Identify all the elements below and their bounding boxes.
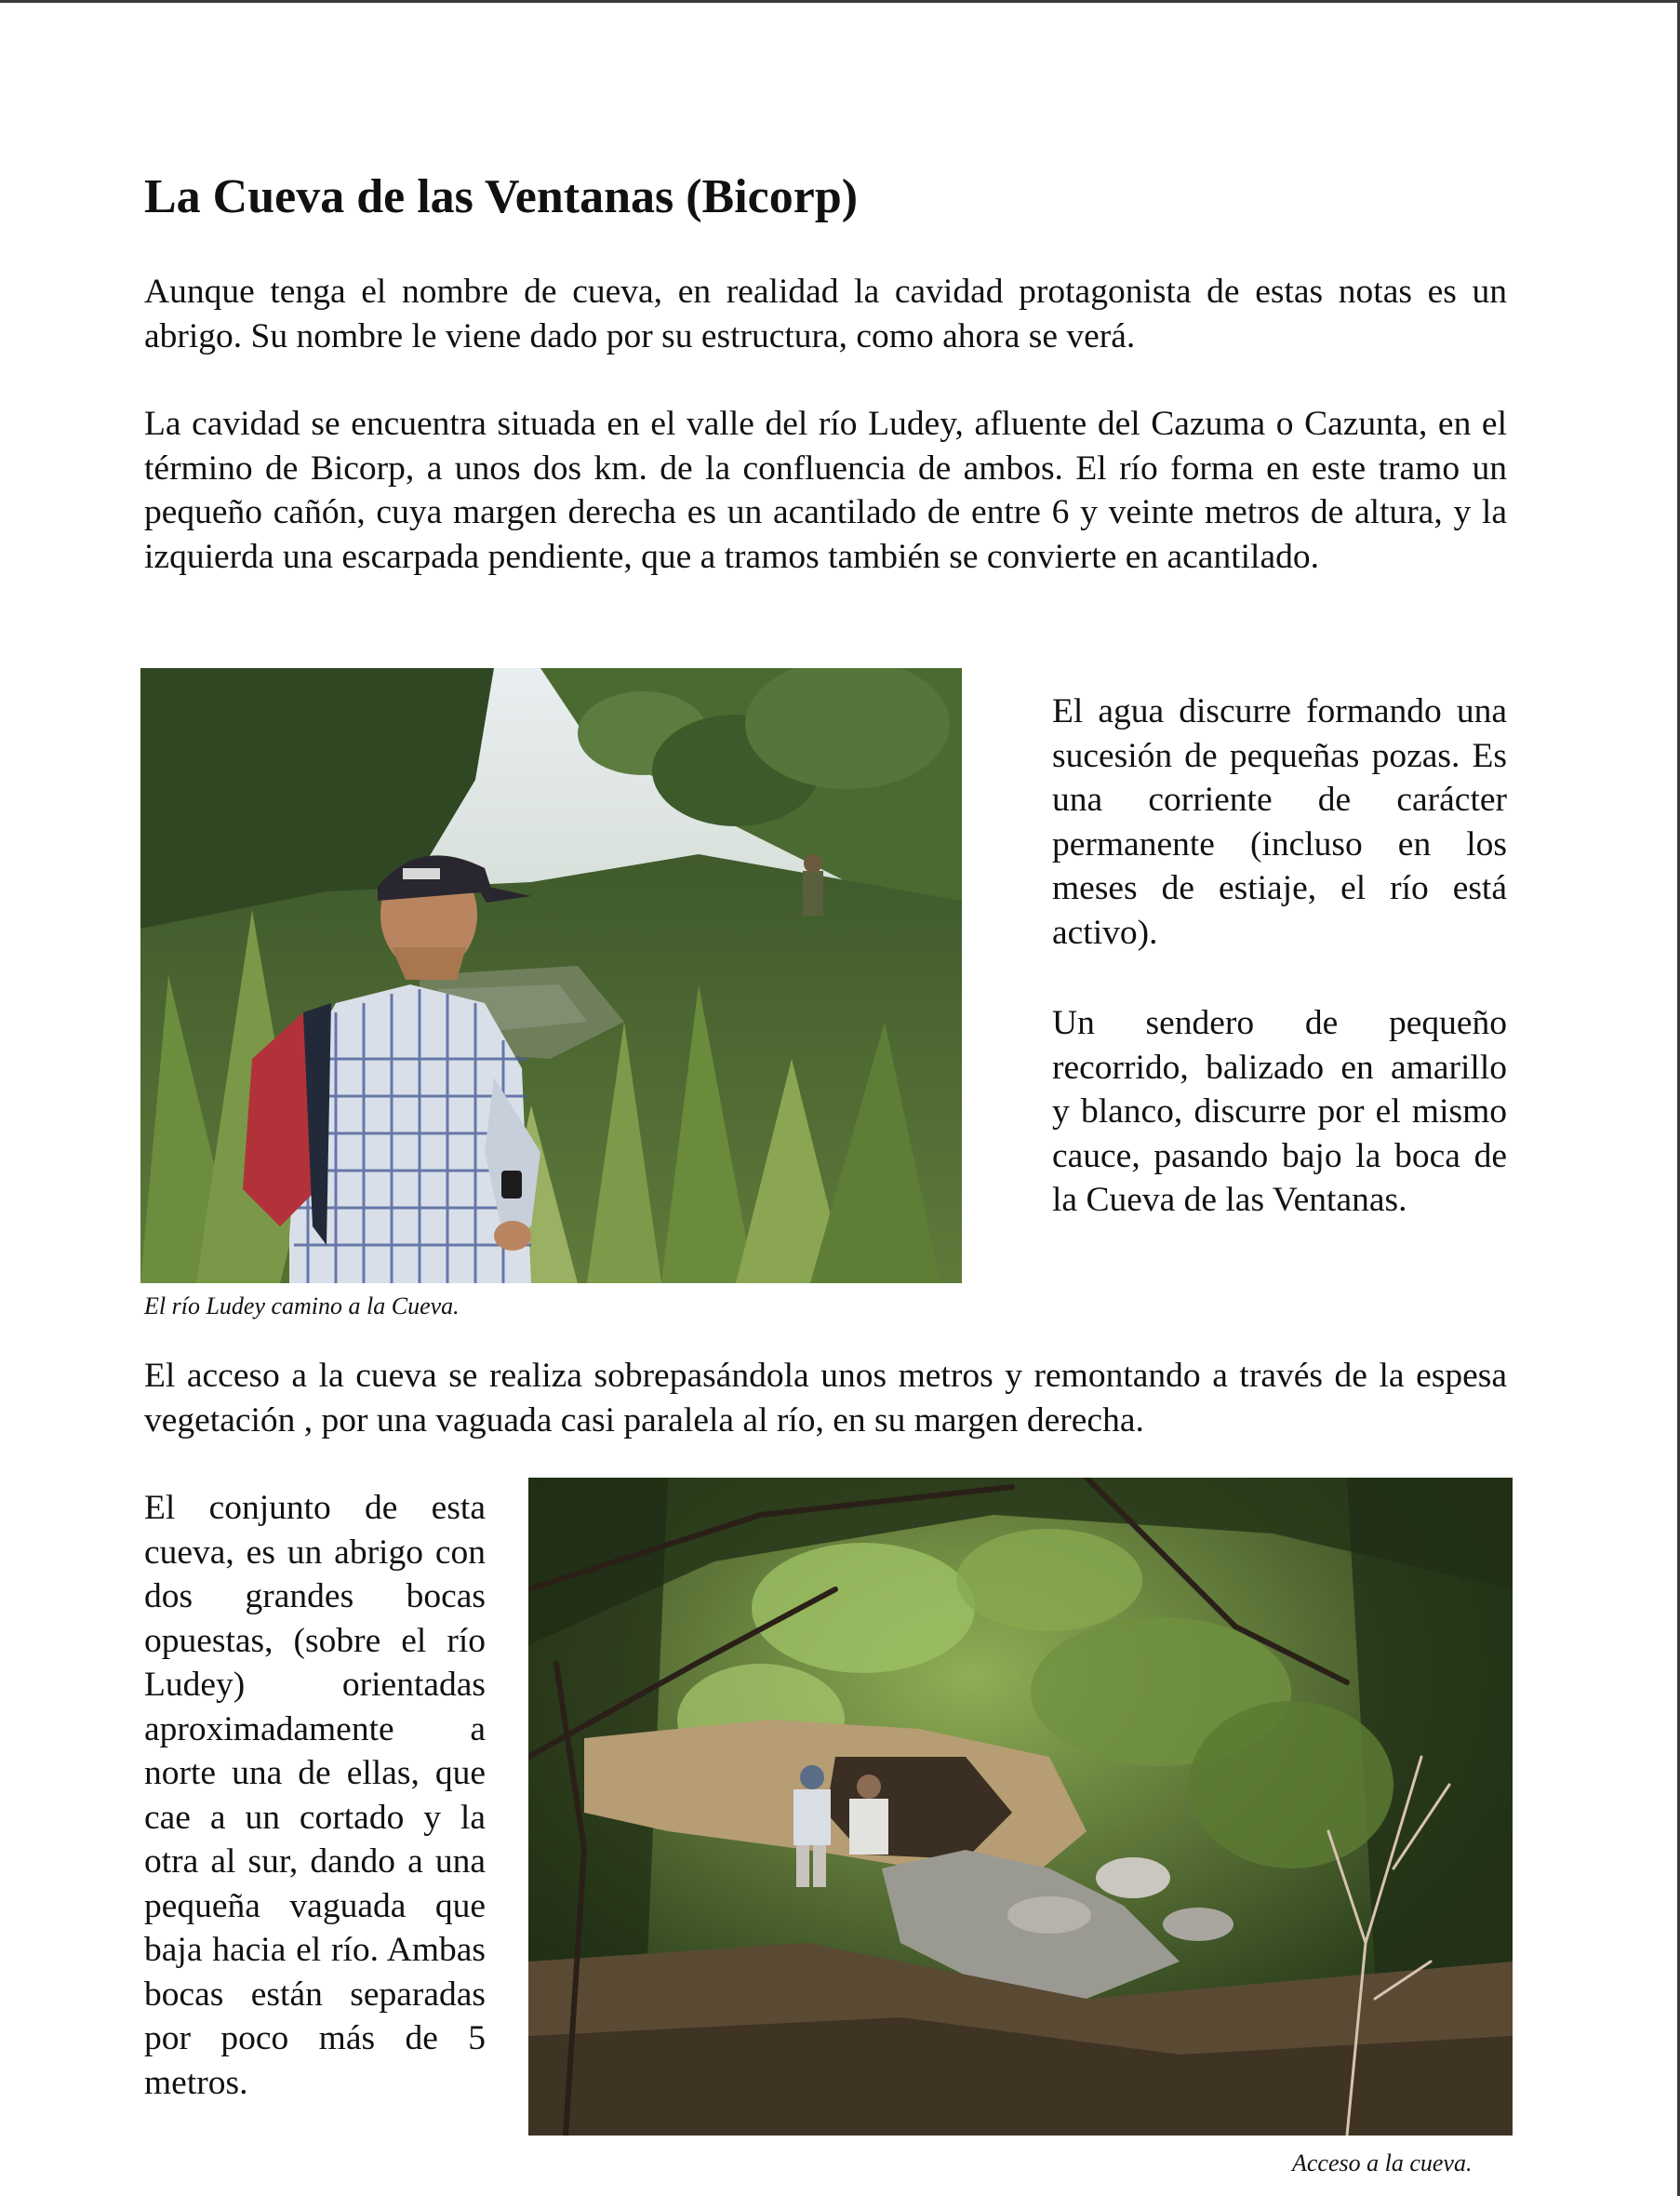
intro-paragraph: Aunque tenga el nombre de cueva, en realidad la cavidad protagonista de estas notas es un abrigo. Su nombre le viene dado por su estructura, como ahora se verá. — [144, 273, 1507, 355]
trail-paragraph: Un sendero de pequeño recorrido, balizado en amarillo y blanco, discurre por el mismo cauce, pasando bajo la boca de la Cueva de las Ventanas. — [1052, 1004, 1507, 1219]
cave-access-photo-caption: Acceso a la cueva. — [1292, 2149, 1473, 2176]
structure-paragraph: El conjunto de esta cueva, es un abrigo con dos grandes bocas opuestas, (sobre el río Ludey) orientadas aproximadamente a norte una de ellas, que cae a un cortado y la otra al sur, dando a una pequeña vaguada que baja hacia el río. Ambas bocas están separadas por poco más de 5 metros. — [144, 1489, 486, 2102]
access-paragraph: El acceso a la cueva se realiza sobrepasándola unos metros y remontando a través de la espesa vegetación , por una vaguada casi paralela al río, en su margen derecha. — [144, 1357, 1507, 1439]
page-frame-top — [0, 0, 1680, 3]
river-photo-caption: El río Ludey camino a la Cueva. — [144, 1292, 460, 1319]
page-title: La Cueva de las Ventanas (Bicorp) — [144, 170, 859, 223]
location-paragraph: La cavidad se encuentra situada en el valle del río Ludey, afluente del Cazuma o Cazunta, en el término de Bicorp, a unos dos km. de la confluencia de ambos. El río forma en este tramo un pequeño cañón, cuya margen derecha es un acantilado de entre 6 y veinte metros de altura, y la izquierda una escarpada pendiente, que a tramos también se convierte en acantilado. — [144, 405, 1507, 576]
cave-access-photo — [528, 1478, 1513, 2136]
river-ludey-photo — [140, 668, 962, 1283]
water-paragraph: El agua discurre formando una sucesión de pequeñas pozas. Es una corriente de carácter permanente (incluso en los meses de estiaje, el río está activo). — [1052, 692, 1507, 952]
